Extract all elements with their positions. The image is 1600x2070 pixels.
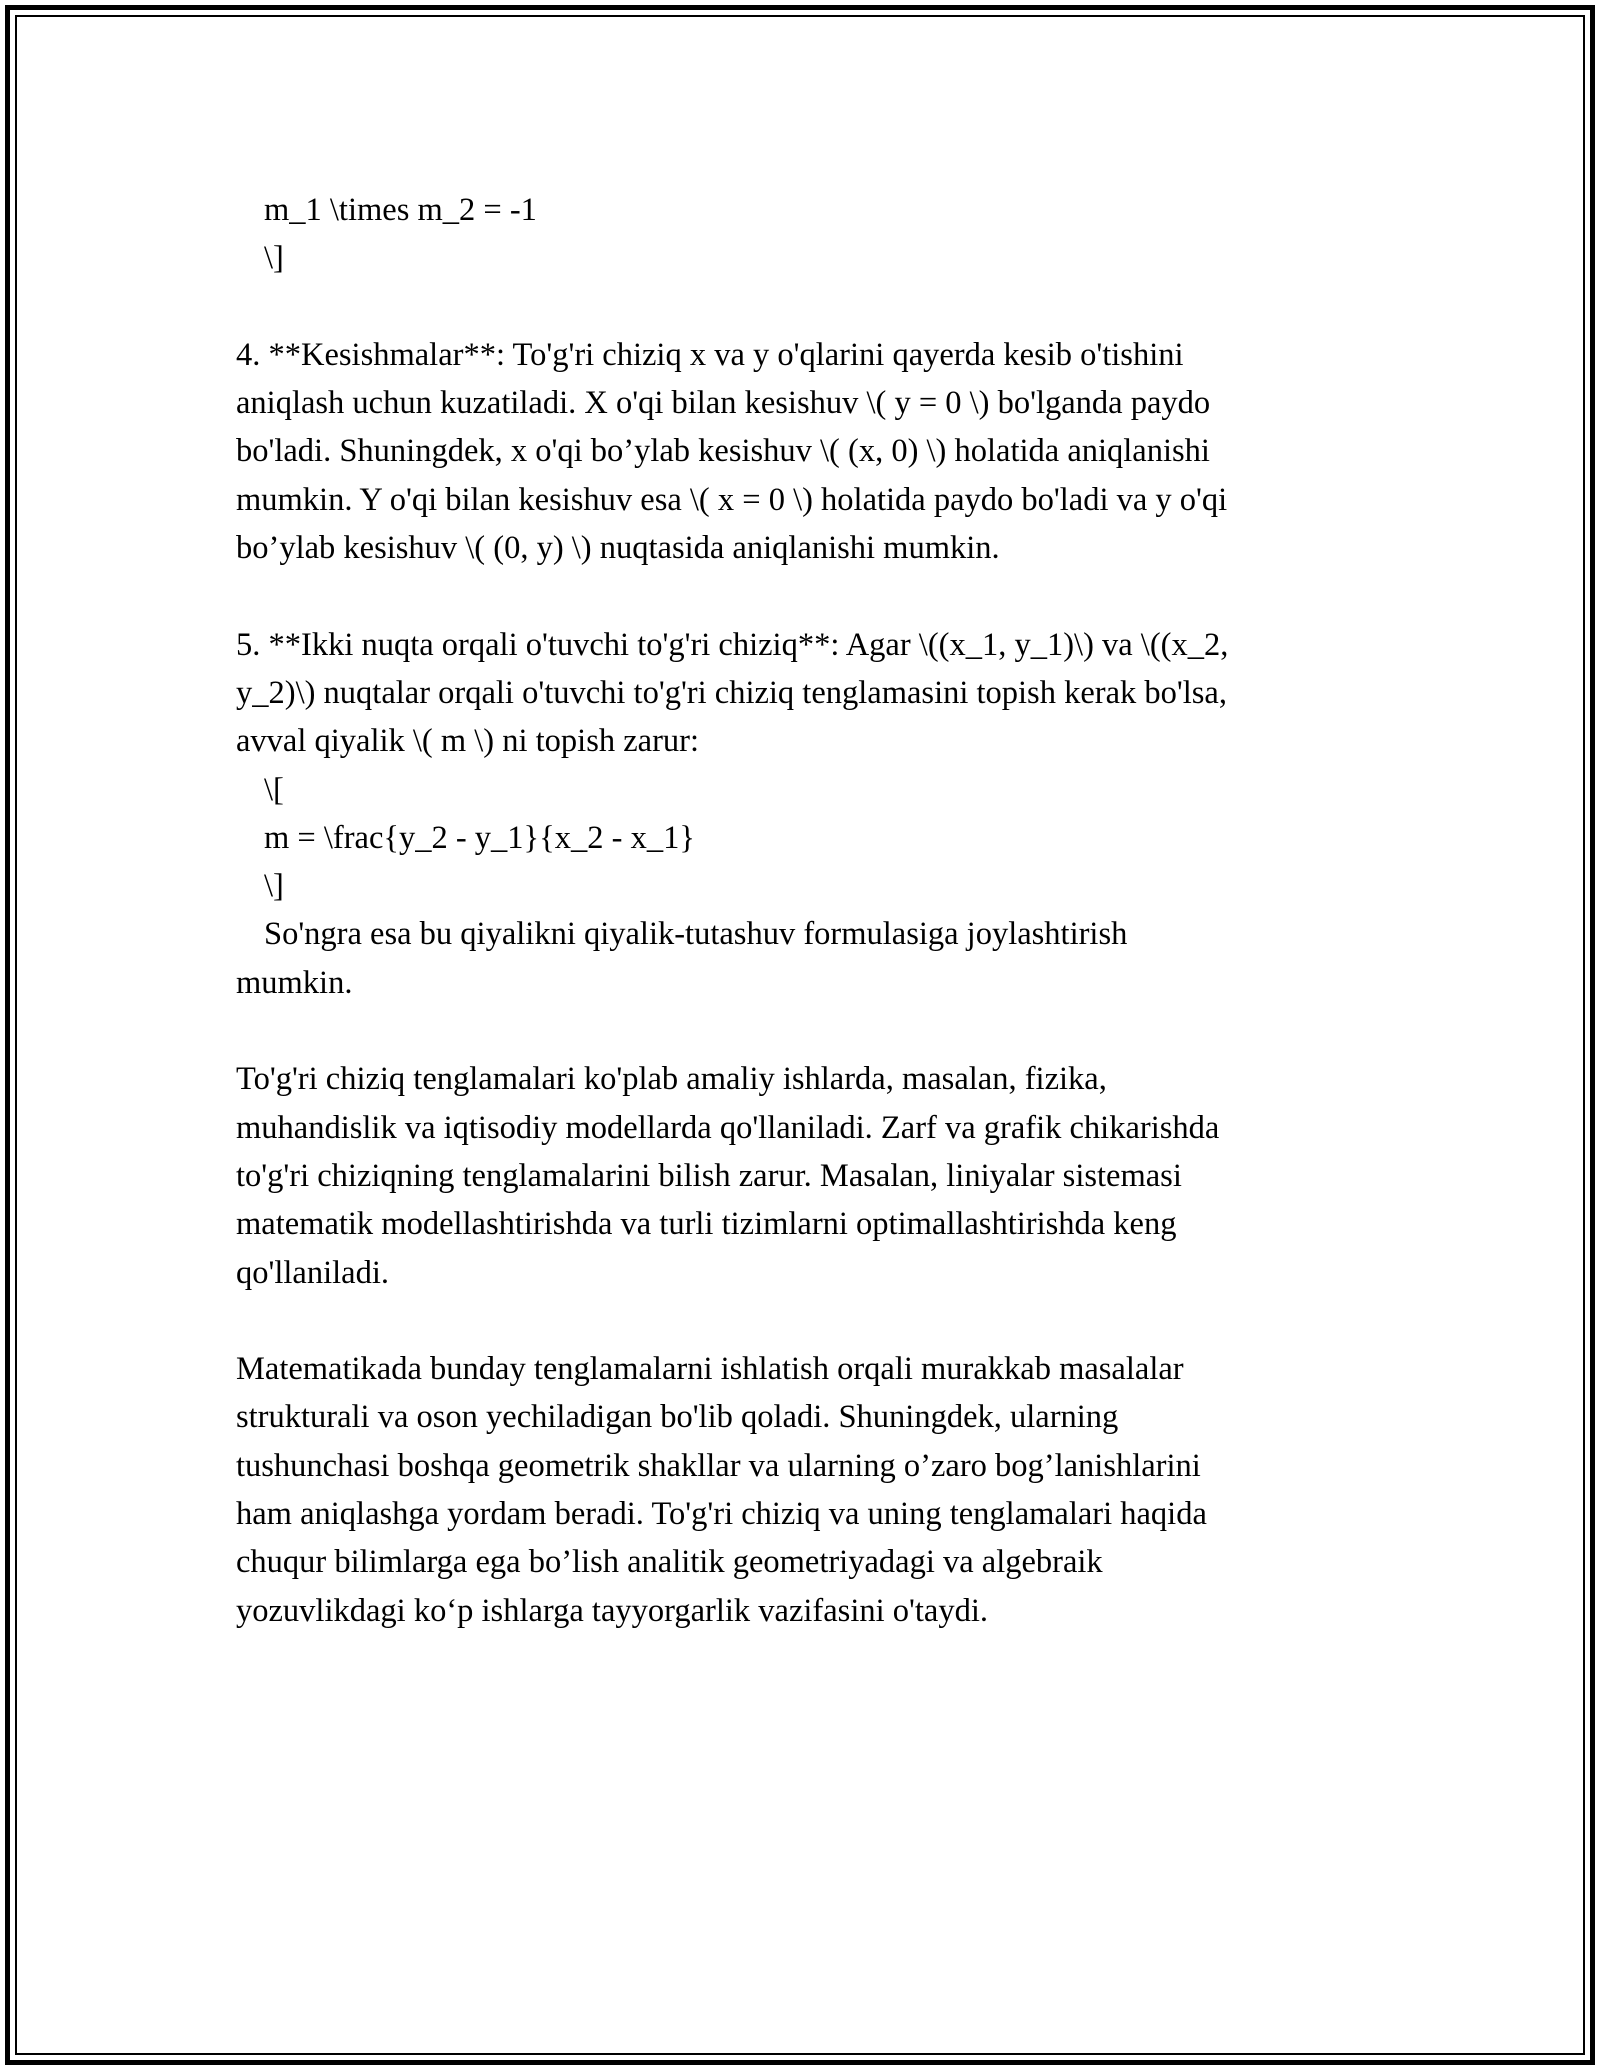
text-line: chuqur bilimlarga ega bo’lish analitik geometriyadagi va algebraik	[236, 1544, 1103, 1581]
text-line: aniqlash uchun kuzatiladi. X o'qi bilan kesishuv \( y = 0 \) bo'lganda paydo	[236, 385, 1211, 422]
text-line: 5. **Ikki nuqta orqali o'tuvchi to'g'ri chiziq**: Agar \((x_1, y_1)\) va \((x_2,	[236, 626, 1229, 663]
text-line: matematik modellashtirishda va turli tizimlarni optimallashtirishda keng	[236, 1206, 1177, 1243]
text-line: to'g'ri chiziqning tenglamalarini bilish zarur. Masalan, liniyalar sistemasi	[236, 1157, 1182, 1194]
text-line: tushunchasi boshqa geometrik shakllar va ularning o’zaro bog’lanishlarini	[236, 1447, 1201, 1484]
equation-line: \]	[264, 240, 284, 277]
paragraph-two-points	[236, 621, 1366, 1007]
text-line: Matematikada bunday tenglamalarni ishlatish orqali murakkab masalalar	[236, 1351, 1184, 1388]
paragraph-applications	[236, 1055, 1366, 1296]
paragraph-spacer	[236, 1297, 1366, 1345]
text-line: bo’ylab kesishuv \( (0, y) \) nuqtasida aniqlanishi mumkin.	[236, 530, 1000, 567]
paragraph-spacer	[236, 572, 1366, 620]
equation-line: \[	[264, 771, 284, 808]
text-line: muhandislik va iqtisodiy modellarda qo'llaniladi. Zarf va grafik chikarishda	[236, 1109, 1220, 1146]
text-line: strukturali va oson yechiladigan bo'lib qoladi. Shuningdek, ularning	[236, 1399, 1119, 1436]
text-line: So'ngra esa bu qiyalikni qiyalik-tutashuv formulasiga joylashtirish	[264, 916, 1128, 953]
text-line: mumkin. Y o'qi bilan kesishuv esa \( x = 0 \) holatida paydo bo'ladi va y o'qi	[236, 481, 1228, 518]
text-line: ham aniqlashga yordam beradi. To'g'ri chiziq va uning tenglamalari haqida	[236, 1496, 1207, 1533]
paragraph-spacer	[236, 1007, 1366, 1055]
text-line: y_2)\) nuqtalar orqali o'tuvchi to'g'ri chiziq tenglamasini topish kerak bo'lsa,	[236, 674, 1227, 711]
equation-line: m = \frac{y_2 - y_1}{x_2 - x_1}	[264, 819, 695, 856]
text-line: qo'llaniladi.	[236, 1254, 389, 1291]
text-line: To'g'ri chiziq tenglamalari ko'plab amaliy ishlarda, masalan, fizika,	[236, 1061, 1107, 1098]
text-line: bo'ladi. Shuningdek, x o'qi bo’ylab kesishuv \( (x, 0) \) holatida aniqlanishi	[236, 433, 1210, 470]
paragraph-conclusion	[236, 1345, 1366, 1635]
text-line: avval qiyalik \( m \) ni topish zarur:	[236, 723, 700, 760]
text-line: 4. **Kesishmalar**: To'g'ri chiziq x va y o'qlarini qayerda kesib o'tishini	[236, 336, 1184, 373]
text-line: yozuvlikdagi ko‘p ishlarga tayyorgarlik vazifasini o'taydi.	[236, 1592, 988, 1629]
paragraph-spacer	[236, 283, 1366, 331]
text-line: mumkin.	[236, 964, 353, 1001]
equation-line: \]	[264, 868, 284, 905]
equation-line: m_1 \times m_2 = -1	[264, 192, 537, 228]
paragraph-intercepts	[236, 331, 1366, 572]
document-body	[236, 186, 1366, 1635]
equation-block	[236, 186, 1366, 283]
